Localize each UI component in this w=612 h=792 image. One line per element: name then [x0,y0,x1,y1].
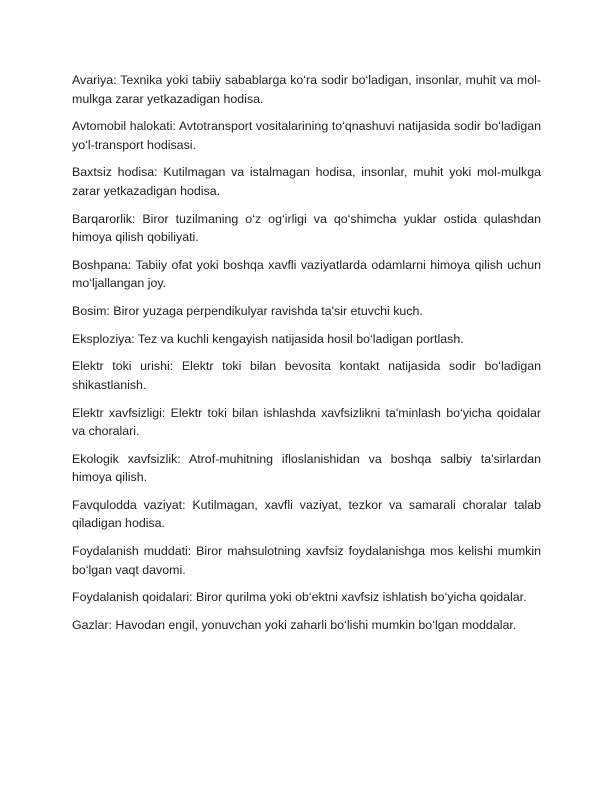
glossary-entry: Avtomobil halokati: Avtotransport vositalarining to‘qnashuvi natijasida sodir bo‘ladigan yo‘l-transport hodisasi. [72,119,541,152]
glossary-entry: Bosim: Biror yuzaga perpendikulyar ravishda ta'sir etuvchi kuch. [72,303,423,318]
glossary-entry: Baxtsiz hodisa: Kutilmagan va istalmagan hodisa, insonlar, muhit yoki mol-mulkga zarar yetkazadigan hodisa. [72,165,541,198]
glossary-entry: Boshpana: Tabiiy ofat yoki boshqa xavfli vaziyatlarda odamlarni himoya qilish uchun mo‘ljallangan joy. [72,257,541,291]
glossary-entry: Barqarorlik: Biror tuzilmaning o‘z og‘irligi va qo‘shimcha yuklar ostida qulashdan himoya qilish qobiliyati. [72,211,541,245]
glossary-entry: Gazlar: Havodan engil, yonuvchan yoki zaharli bo‘lishi mumkin bo‘lgan moddalar. [72,617,517,632]
glossary-entry: Elektr toki urishi: Elektr toki bilan bevosita kontakt natijasida sodir bo‘ladigan shikastlanish. [72,359,541,392]
glossary-entry: Favqulodda vaziyat: Kutilmagan, xavfli vaziyat, tezkor va samarali choralar talab qiladigan hodisa. [72,497,541,531]
glossary-entry: Foydalanish qoidalari: Biror qurilma yoki ob‘ektni xavfsiz ishlatish bo‘yicha qoidalar. [72,590,527,605]
glossary-entry: Ekologik xavfsizlik: Atrof-muhitning ifloslanishidan va boshqa salbiy ta'sirlardan himoya qilish. [72,451,541,485]
glossary-entry: Foydalanish muddati: Biror mahsulotning xavfsiz foydalanishga mos kelishi mumkin bo‘lgan vaqt davomi. [72,544,541,577]
glossary-entry: Avariya: Texnika yoki tabiiy sabablarga ko‘ra sodir bo‘ladigan, insonlar, muhit va mol-mulkga zarar yetkazadigan hodisa. [72,73,541,106]
glossary-body [72,71,541,644]
glossary-entry: Elektr xavfsizligi: Elektr toki bilan ishlashda xavfsizlikni ta'minlash bo‘yicha qoidalar va choralari. [72,405,541,438]
glossary-entry: Eksploziya: Tez va kuchli kengayish natijasida hosil bo‘ladigan portlash. [72,331,464,346]
